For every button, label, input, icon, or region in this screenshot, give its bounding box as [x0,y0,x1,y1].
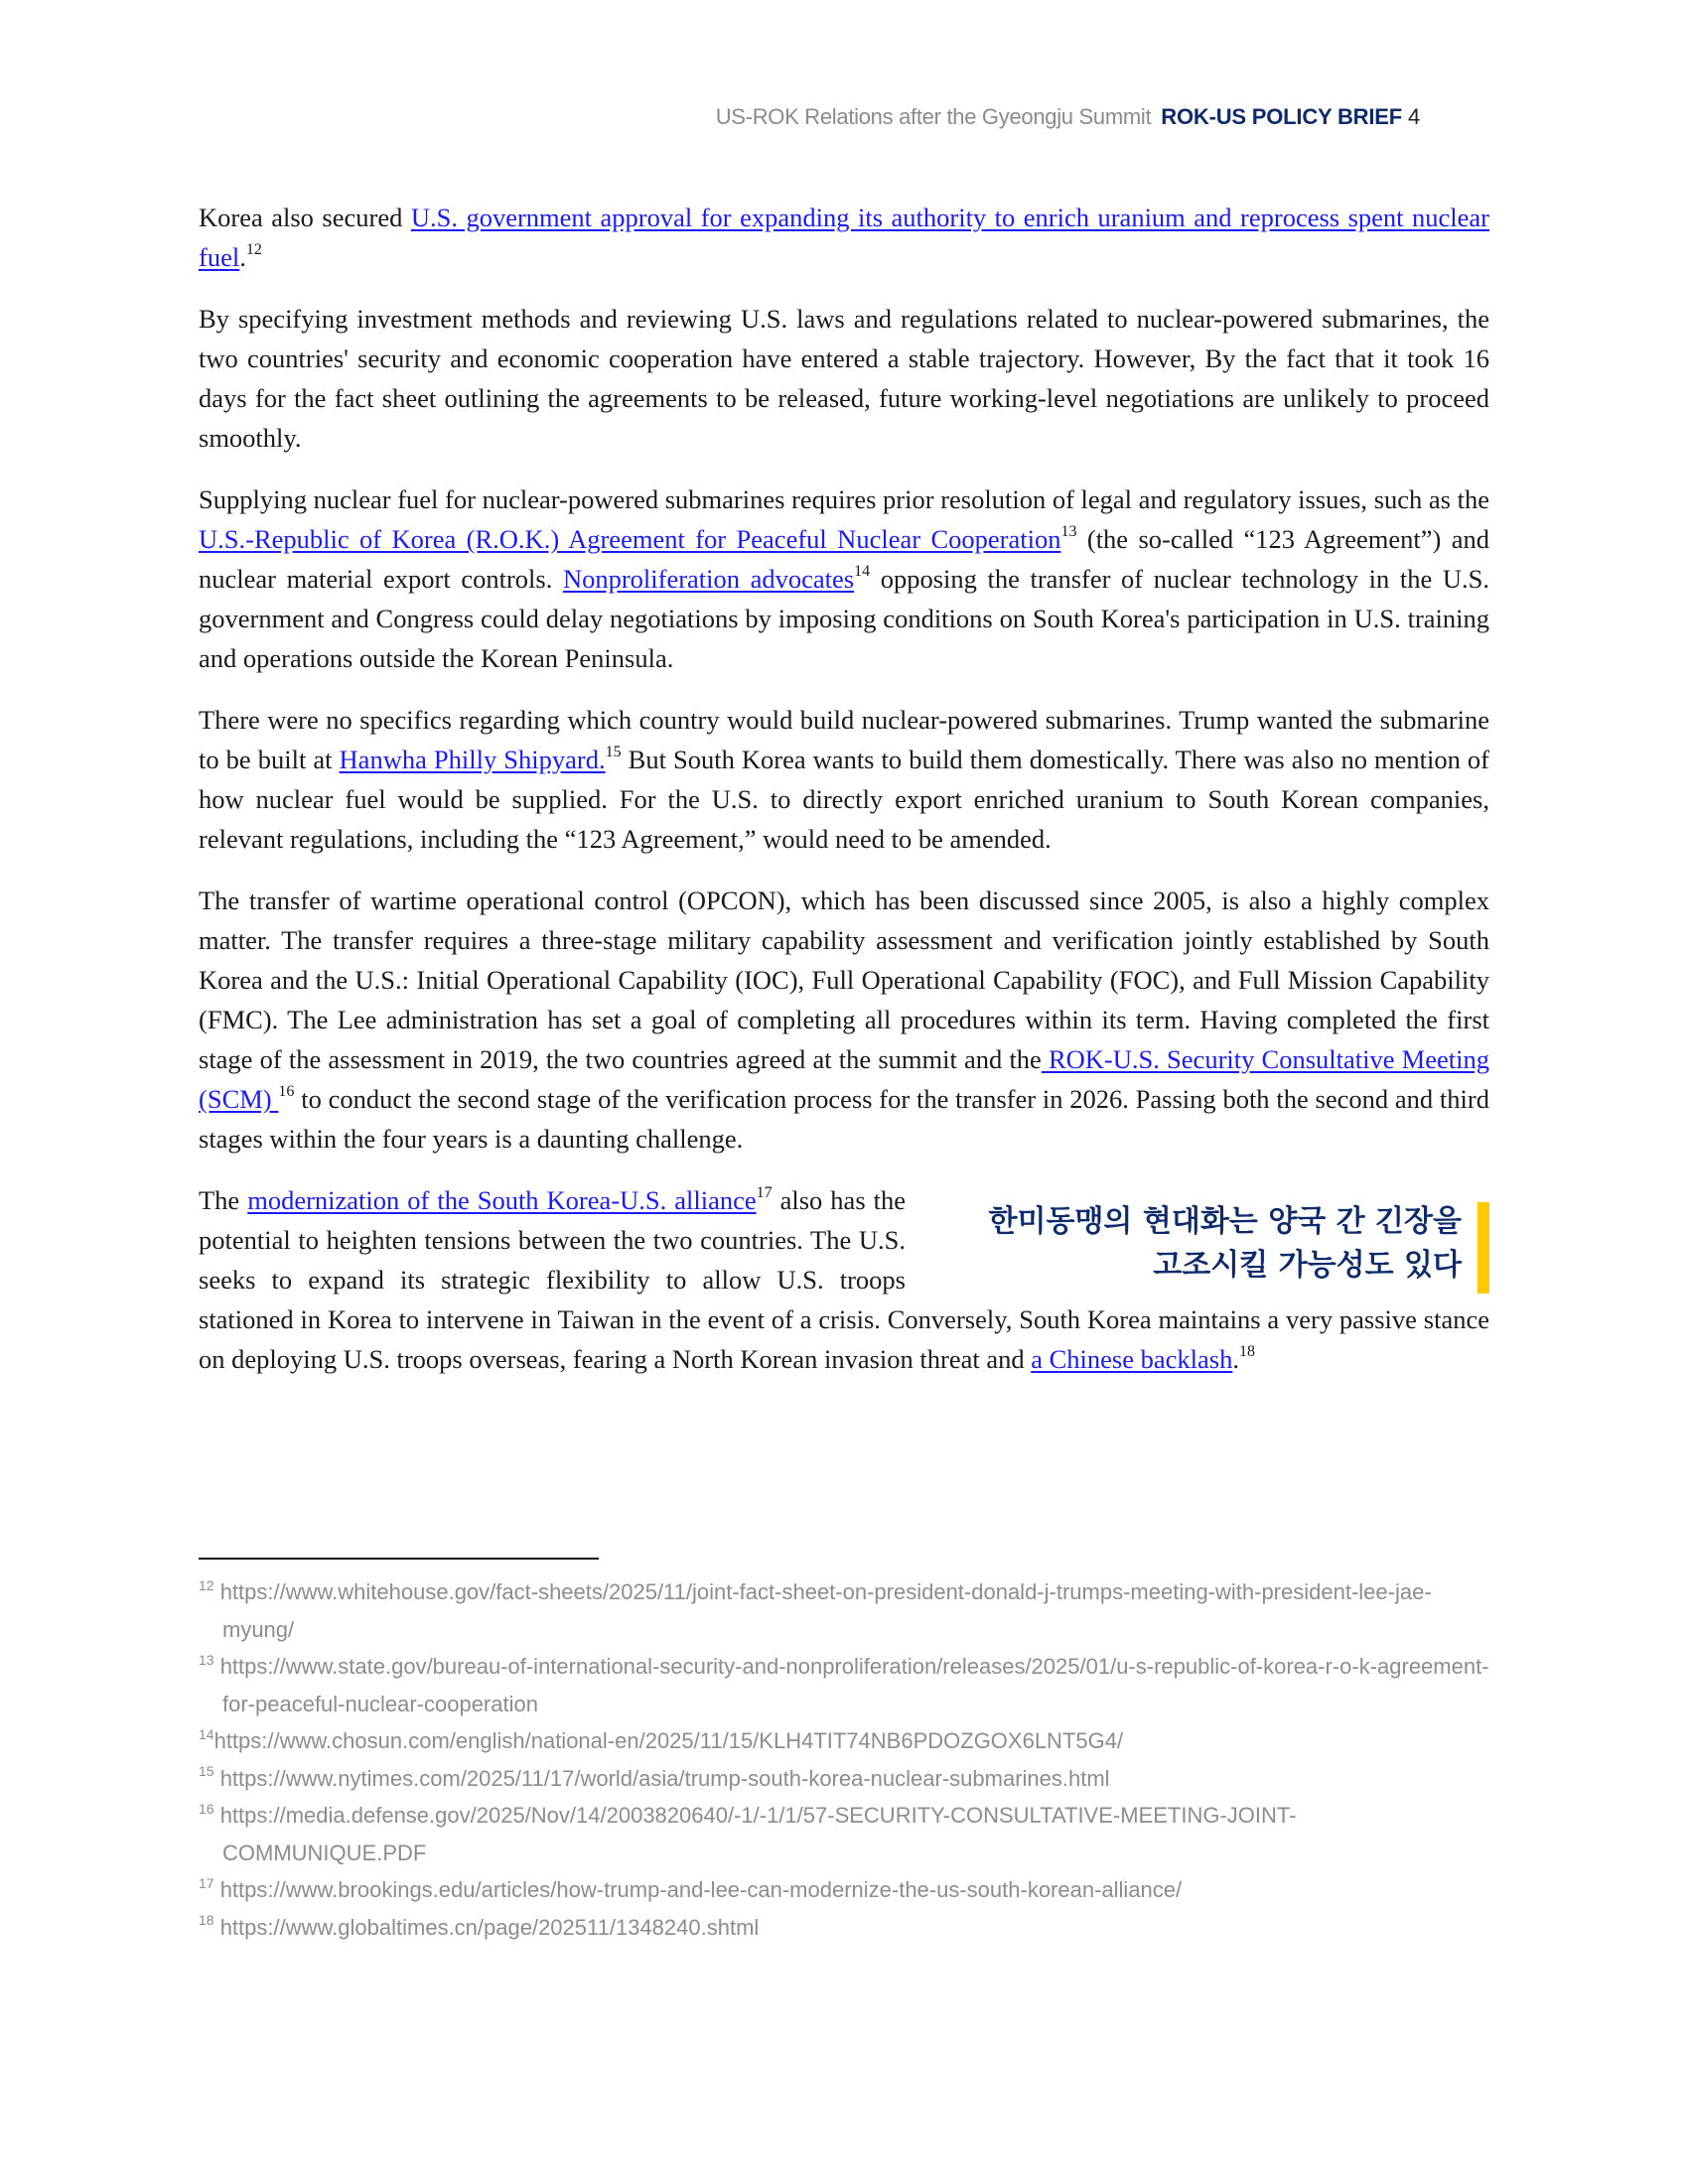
footnote-ref-18[interactable]: 18 [1238,1343,1255,1361]
footnote-14[interactable] [199,1722,1489,1760]
running-header [0,103,1421,131]
footnote-number: 13 [199,1651,214,1668]
text-run: Supplying nuclear fuel for nuclear-powered submarines requires prior resolution of legal and regulatory issues, such as the [199,484,1489,514]
footnote-ref-14[interactable]: 14 [854,563,871,581]
link-hanwha-philly-shipyard[interactable]: Hanwha Philly Shipyard. [339,745,606,774]
paragraph-4 [199,700,1489,859]
footnote-separator [199,1558,599,1560]
footnote-url: https://www.whitehouse.gov/fact-sheets/2025/11/joint-fact-sheet-on-president-donald-j-trumps-meeting-with-president-lee-jae-myung/ [213,1579,1432,1642]
paragraph-5 [199,881,1489,1159]
footnote-number: 17 [199,1874,214,1891]
link-123-agreement[interactable]: U.S.-Republic of Korea (R.O.K.) Agreement for Peaceful Nuclear Cooperation [199,524,1061,554]
footnote-url: https://www.chosun.com/english/national-en/2025/11/15/KLH4TIT74NB6PDOZGOX6LNT5G4/ [213,1728,1124,1753]
text-run: The transfer of wartime operational control (OPCON), which has been discussed since 2005, is also a highly complex matter. The transfer requires a three-stage military capability assessment and verification jointly established by South Korea and the U.S.: Initial Operational Capability (IOC), Full Operational Capability (FOC), and Full Mission Capability (FMC). The Lee administration has set a goal of completing all procedures within its term. Having completed the first stage of the assessment in 2019, the two countries agreed at the summit and the [199,886,1489,1074]
footnote-ref-12[interactable]: 12 [245,241,262,259]
footnote-16[interactable] [199,1797,1489,1871]
pull-quote [945,1200,1489,1288]
text-run: . [239,242,246,272]
footnote-15[interactable] [199,1760,1489,1798]
link-chinese-backlash[interactable]: a Chinese backlash [1031,1344,1233,1374]
footnote-ref-15[interactable]: 15 [605,744,622,761]
footnote-17[interactable] [199,1871,1489,1909]
text-run: opposing the transfer of nuclear technology in the U.S. government and Congress could delay negotiations by imposing conditions on South Korea's participation in U.S. training and operations outside the Korean Peninsula. [199,564,1489,673]
page-number: 4 [1408,104,1421,129]
link-nonproliferation-advocates[interactable]: Nonproliferation advocates [562,564,855,594]
footnote-url: https://www.brookings.edu/articles/how-trump-and-lee-can-modernize-the-us-south-korean-alliance/ [213,1877,1183,1902]
pull-quote-line-2: 고조시킬 가능성도 있다 [1153,1248,1462,1283]
footnote-number: 15 [199,1763,214,1780]
link-alliance-modernization[interactable]: modernization of the South Korea-U.S. alliance [247,1185,757,1215]
text-run: But South Korea wants to build them domestically. There was also no mention of how nuclear fuel would be supplied. For the U.S. to directly export enriched uranium to South Korean companies, relevant regulations, including the “123 Agreement,” would need to be amended. [199,745,1490,854]
paragraph-2: By specifying investment methods and reviewing U.S. laws and regulations related to nuclear-powered submarines, the two countries' security and economic cooperation have entered a stable trajectory. However, By the fact that it took 16 days for the fact sheet outlining the agreements to be released, future working-level negotiations are unlikely to proceed smoothly. [199,304,1489,453]
header-subtitle: US-ROK Relations after the Gyeongju Summit [715,104,1152,129]
paragraph-3 [199,479,1489,678]
footnotes [199,1573,1489,1946]
footnote-ref-16[interactable]: 16 [278,1083,295,1101]
pull-quote-line-1: 한미동맹의 현대화는 양국 간 긴장을 [988,1204,1462,1239]
text-run: The [199,1185,248,1215]
pull-quote-accent-bar [1477,1202,1489,1294]
body-text [199,198,1489,1401]
footnote-url: https://www.state.gov/bureau-of-international-security-and-nonproliferation/releases/2025/01/u-s-republic-of-korea-r-o-k-agreement-for-peaceful-nuclear-cooperation [213,1654,1489,1716]
footnote-ref-13[interactable]: 13 [1060,523,1077,541]
footnote-url: https://www.globaltimes.cn/page/202511/1348240.shtml [213,1914,760,1940]
text-run: Korea also secured [199,203,411,232]
text-run: also has the potential to heighten tensions between the two countries. The U.S. seeks to expand its strategic flexibility to allow U.S. troops stationed in Korea to intervene in Taiwan in the event [199,1185,907,1334]
footnote-18[interactable] [199,1909,1489,1947]
footnote-url: https://media.defense.gov/2025/Nov/14/2003820640/-1/-1/1/57-SECURITY-CONSULTATIVE-MEETING-JOINT-COMMUNIQUE.PDF [213,1803,1297,1865]
text-run: . [1232,1344,1239,1374]
footnote-number: 16 [199,1800,214,1817]
footnote-ref-17[interactable]: 17 [756,1184,773,1202]
footnote-number: 18 [199,1912,214,1929]
text-run: (the so-called “123 Agreement”) and nuclear material export controls. [199,524,1489,594]
text-run: There were no specifics regarding which country would build nuclear-powered submarines. Trump wanted the submarine to be built at [199,705,1489,774]
footnote-number: 14 [199,1725,214,1742]
text-run: of a crisis. Conversely, South Korea maintains a very passive stance on deploying U.S. troops overseas, fearing a North Korean invasion threat and [199,1304,1489,1374]
link-us-approval-enrichment[interactable]: U.S. government approval for expanding its authority to enrich uranium and reprocess spent nuclear fuel [199,203,1489,272]
text-run: to conduct the second stage of the verification process for the transfer in 2026. Passing both the second and third stages within the four years is a daunting challenge. [199,1084,1489,1154]
footnote-number: 12 [199,1576,214,1593]
footnote-url: https://www.nytimes.com/2025/11/17/world/asia/trump-south-korea-nuclear-submarines.html [213,1765,1110,1791]
paragraph-6-with-pull-quote [199,1180,1489,1379]
header-brand: ROK-US POLICY BRIEF [1161,104,1402,129]
paragraph-1 [199,198,1489,277]
footnote-12[interactable] [199,1573,1489,1648]
link-scm[interactable]: ROK-U.S. Security Consultative Meeting (SCM) [199,1044,1489,1114]
footnote-13[interactable] [199,1648,1489,1722]
